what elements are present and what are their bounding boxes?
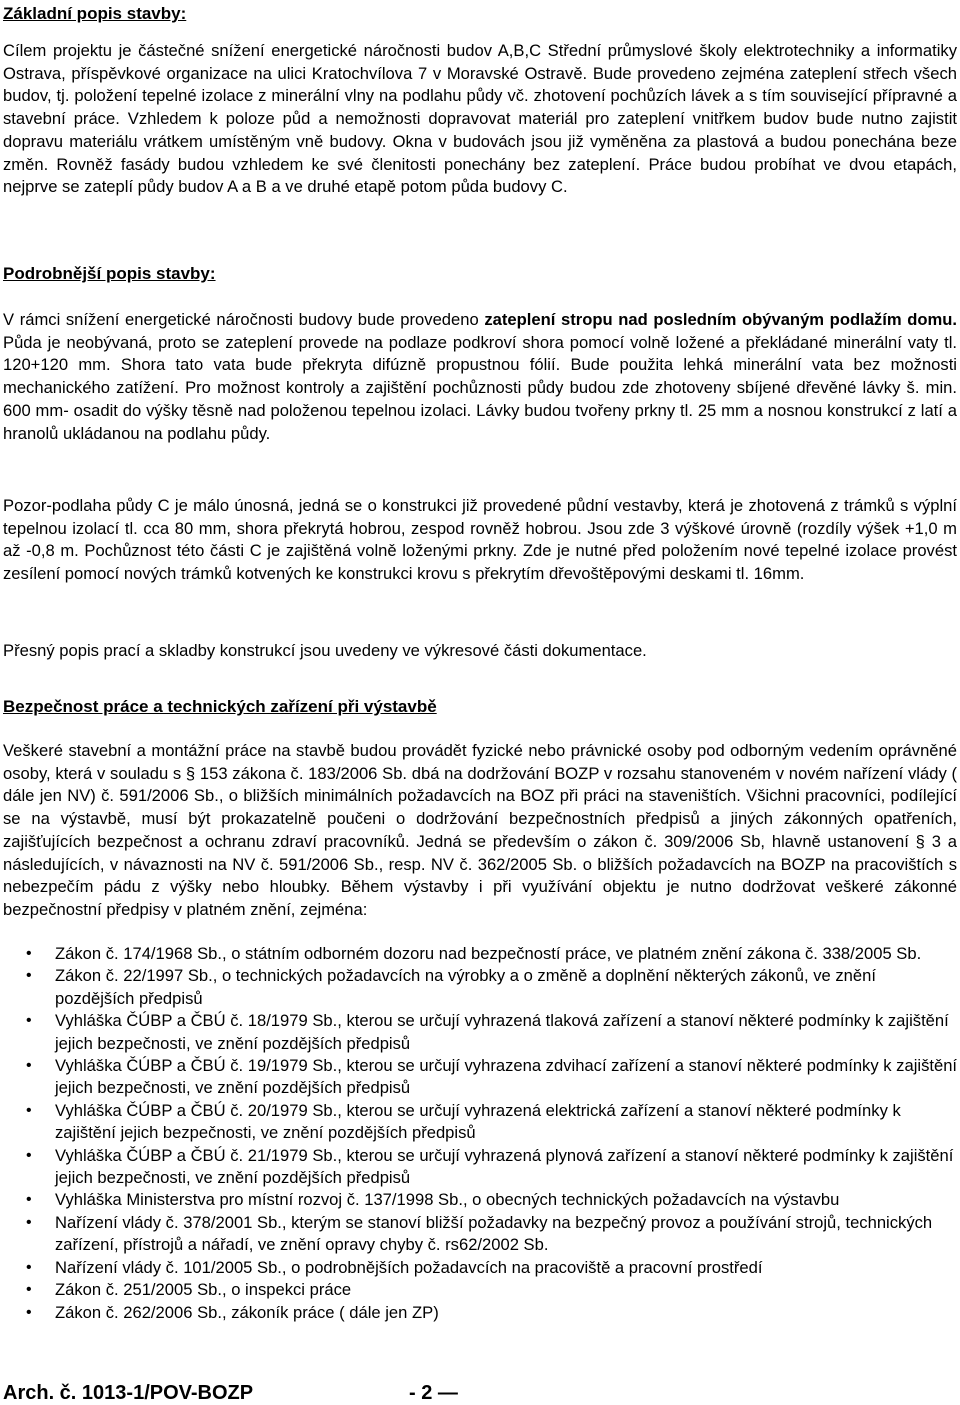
list-item: • Zákon č. 251/2005 Sb., o inspekci práce	[22, 1279, 958, 1301]
list-item: • Zákon č. 262/2006 Sb., zákoník práce ( dále jen ZP)	[22, 1302, 958, 1324]
page-number: - 2 —	[409, 1382, 458, 1404]
regulations-list	[22, 943, 958, 1324]
paragraph-zakladni-popis: Cílem projektu je částečné snížení energetické náročnosti budov A,B,C Střední průmyslové školy elektrotechniky a informatiky Ostrava, příspěvkové organizace na ulici Kratochvílova 7 v Moravské Ostravě. Bude provedeno zejména zateplení střech všech budov, tj. položení tepelné izolace z minerální vlny na podlahu půdy vč. zhotovení pochůzích lávek a s tím související přípravné a stavební práce. Vzhledem k poloze půd a nemožnosti dopravovat materiál pro zateplení vnitřkem budov bude nutno zajistit dopravu materiálu vrátkem umístěným vně budovy. Okna v budovách jsou již vyměněna za plastová a budou ponechána beze změn. Rovněž fasády budou vzhledem ke své členitosti ponechány bez zateplení. Práce budou probíhat ve dvou etapách, nejprve se zateplí půdy budov A a B a ve druhé etapě potom půda budovy C.	[3, 41, 957, 197]
list-item: • Vyhláška ČÚBP a ČBÚ č. 21/1979 Sb., kterou se určují vyhrazená plynová zařízení a stanoví některé podmínky k zajištění jejich bezpečnosti, ve znění pozdějších předpisů	[22, 1145, 958, 1190]
list-item: • Vyhláška Ministerstva pro místní rozvoj č. 137/1998 Sb., o obecných technických požadavcích na výstavbu	[22, 1189, 958, 1211]
list-item: • Vyhláška ČÚBP a ČBÚ č. 20/1979 Sb., kterou se určují vyhrazená elektrická zařízení a stanoví některé podmínky k zajištění jejich bezpečnosti, ve znění pozdějších předpisů	[22, 1100, 958, 1145]
paragraph-podrobnejsi-popis-3: Přesný popis prací a skladby konstrukcí jsou uvedeny ve výkresové části dokumentace.	[3, 641, 647, 660]
list-item: • Zákon č. 174/1968 Sb., o státním odborném dozoru nad bezpečností práce, ve platném znění zákona č. 338/2005 Sb.	[22, 943, 958, 965]
list-item: • Nařízení vlády č. 101/2005 Sb., o podrobnějších požadavcích na pracoviště a pracovní prostředí	[22, 1257, 958, 1279]
paragraph-text: Půda je neobývaná, proto se zateplení provede na podlaze podkroví shora pomocí volně ložené a překládané minerální vaty tl. 120+120 mm. Shora tato vata bude překryta difúzně propustnou fólií. Bude použita lehká minerální vata bez možnosti mechanického zatížení. Pro možnost kontroly a zajištění pochůznosti půdy budou zde zhotoveny sbíjené dřevěné lávky š. min. 600 mm- osadit do výšky těsně nad položenou tepelnou izolaci. Lávky budou tvořeny prkny tl. 25 mm a nosnou konstrukcí z latí a hranolů ukládanou na podlahu půdy.	[3, 332, 957, 443]
heading-zakladni-popis: Základní popis stavby:	[3, 4, 187, 23]
document-id: Arch. č. 1013-1/POV-BOZP	[3, 1382, 254, 1404]
list-item: • Nařízení vlády č. 378/2001 Sb., kterým se stanoví bližší požadavky na bezpečný provoz a používání strojů, technických zařízení, přístrojů a nářadí, ve znění opravy chyby č. rs62/2002 Sb.	[22, 1212, 958, 1257]
heading-bezpecnost-prace: Bezpečnost práce a technických zařízení při výstavbě	[3, 697, 437, 716]
list-item: • Vyhláška ČÚBP a ČBÚ č. 19/1979 Sb., kterou se určují vyhrazena zdvihací zařízení a stanoví některé podmínky k zajištění jejich bezpečnosti, ve znění pozdějších předpisů	[22, 1055, 958, 1100]
paragraph-text: V rámci snížení energetické náročnosti budovy bude provedeno	[3, 310, 485, 329]
paragraph-podrobnejsi-popis-2: Pozor-podlaha půdy C je málo únosná, jedná se o konstrukci již provedené půdní vestavby, která je zhotovená z trámků s výplní tepelnou izolací tl. cca 80 mm, shora překrytá hobrou, zespod rovněž hobrou. Jsou zde 3 výškové úrovně (rozdíly výšek +1,0 m až -0,8 m. Pochůznost této části C je zajištěná volně loženými prkny. Zde je nutné před položením nové tepelné izolace provést zesílení pomocí nových trámků kotvených ke konstrukci krovu s překrytím dřevoštěpovými deskami tl. 16mm.	[3, 496, 957, 584]
heading-podrobnejsi-popis: Podrobnější popis stavby:	[3, 264, 216, 283]
list-item: • Vyhláška ČÚBP a ČBÚ č. 18/1979 Sb., kterou se určují vyhrazená tlaková zařízení a stanoví některé podmínky k zajištění jejich bezpečnosti, ve znění pozdějších předpisů	[22, 1010, 958, 1055]
paragraph-bold-text: zateplení stropu nad posledním obývaným podlažím domu.	[484, 310, 957, 329]
paragraph-bezpecnost-prace: Veškeré stavební a montážní práce na stavbě budou provádět fyzické nebo právnické osoby pod odborným vedením oprávněné osoby, která v souladu s § 153 zákona č. 183/2006 Sb. dbá na dodržování BOZP v rozsahu stanoveném v novém nařízení vlády ( dále jen NV) č. 591/2006 Sb., o bližších minimálních požadavcích na BOZ při práci na staveništích. Všichni pracovníci, podílející se na výstavbě, musí být prokazatelně poučeni o dodržování bezpečnostních předpisů a jiných zákonných opatřeních, zajišťujících bezpečnost a ochranu zdraví pracovníků. Jedná se především o zákon č. 309/2006 Sb, hlavně ustanovení § 3 a následujících, v návaznosti na NV č. 591/2006 Sb., resp. NV č. 362/2005 Sb. o bližších požadavcích na BOZP na pracovištích s nebezpečím pádu z výšky nebo hloubky. Během výstavby i při využívání objektu je nutno dodržovat veškeré zákonné bezpečnostní předpisy v platném znění, zejména:	[3, 741, 957, 919]
page-footer	[3, 1381, 458, 1405]
list-item: • Zákon č. 22/1997 Sb., o technických požadavcích na výrobky a o změně a doplnění některých zákonů, ve znění pozdějších předpisů	[22, 965, 958, 1010]
paragraph-podrobnejsi-popis-1	[3, 309, 957, 445]
